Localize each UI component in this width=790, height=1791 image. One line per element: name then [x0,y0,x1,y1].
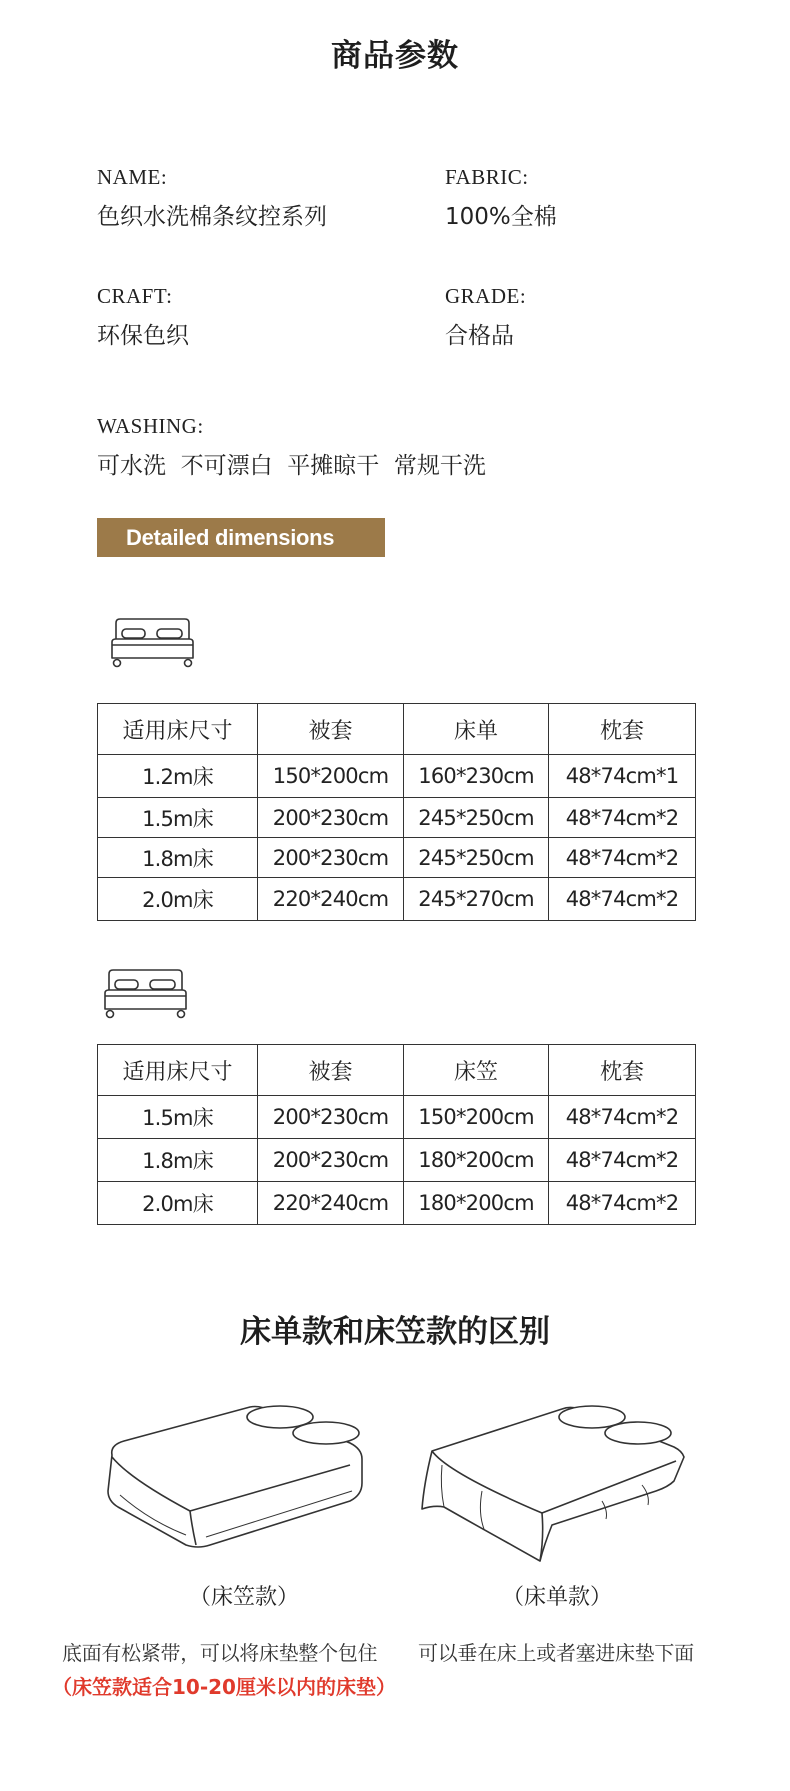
param-washing [97,414,486,480]
flat-caption: （床单款） [501,1585,612,1610]
param-name [97,165,327,231]
table-row [98,1182,696,1225]
table-cell: 220*240cm [258,878,404,921]
table-header-cell: 床笠 [404,1045,549,1096]
difference-title: 床单款和床笠款的区别 [240,1314,550,1350]
param-grade [445,284,526,350]
fitted-description: 底面有松紧带，可以将床垫整个包住 [62,1641,378,1665]
param-washing-value: 可水洗 不可漂白 平摊晾干 常规干洗 [97,453,486,479]
table-header-cell: 枕套 [549,1045,696,1096]
table-cell: 48*74cm*2 [549,1096,696,1139]
bed-icon [105,615,200,671]
param-washing-label: WASHING: [97,414,204,438]
table-cell: 245*250cm [404,798,549,838]
table-cell: 180*200cm [404,1182,549,1225]
bed-icon [98,966,193,1022]
table-cell: 1.8m床 [98,838,258,878]
table-cell: 245*250cm [404,838,549,878]
table-cell: 48*74cm*1 [549,755,696,798]
table-cell: 200*230cm [258,798,404,838]
size-table-flat [97,703,696,921]
table-header-cell: 适用床尺寸 [98,1045,258,1096]
table-header-cell: 适用床尺寸 [98,704,258,755]
table-cell: 1.8m床 [98,1139,258,1182]
table-row [98,1139,696,1182]
table-cell: 48*74cm*2 [549,878,696,921]
param-fabric [445,165,557,231]
param-grade-label: GRADE: [445,284,527,308]
table-cell: 200*230cm [258,1139,404,1182]
table-cell: 1.5m床 [98,798,258,838]
table-cell: 150*200cm [258,755,404,798]
param-craft-value: 环保色织 [97,323,189,349]
table-cell: 48*74cm*2 [549,1182,696,1225]
param-fabric-label: FABRIC: [445,165,529,189]
table-row [98,838,696,878]
size-table-fitted [97,1044,696,1225]
table-header-row [98,1045,696,1096]
fitted-caption: （床笠款） [188,1585,299,1610]
flat-description: 可以垂在床上或者塞进床垫下面 [418,1641,694,1665]
table-cell: 1.5m床 [98,1096,258,1139]
param-fabric-value: 100%全棉 [445,204,557,230]
param-craft-label: CRAFT: [97,284,173,308]
table-header-cell: 被套 [258,1045,404,1096]
page-title: 商品参数 [331,38,459,74]
fitted-sheet-illustration [100,1395,370,1555]
table-cell: 220*240cm [258,1182,404,1225]
table-cell: 48*74cm*2 [549,798,696,838]
table-header-row [98,704,696,755]
flat-sheet-illustration [412,1395,692,1570]
table-row [98,1096,696,1139]
table-cell: 1.2m床 [98,755,258,798]
table-header-cell: 床单 [404,704,549,755]
table-header-cell: 枕套 [549,704,696,755]
table-cell: 200*230cm [258,838,404,878]
table-cell: 160*230cm [404,755,549,798]
param-name-value: 色织水洗棉条纹控系列 [97,204,327,230]
param-grade-value: 合格品 [445,323,514,349]
table-cell: 200*230cm [258,1096,404,1139]
table-cell: 180*200cm [404,1139,549,1182]
dimensions-banner: Detailed dimensions [97,518,385,557]
fitted-note: （床笠款适合10-20厘米以内的床垫） [52,1675,396,1699]
table-cell: 150*200cm [404,1096,549,1139]
param-name-label: NAME: [97,165,168,189]
table-cell: 2.0m床 [98,878,258,921]
param-craft [97,284,189,350]
table-cell: 48*74cm*2 [549,838,696,878]
table-header-cell: 被套 [258,704,404,755]
table-cell: 48*74cm*2 [549,1139,696,1182]
table-row [98,755,696,798]
table-row [98,878,696,921]
table-cell: 2.0m床 [98,1182,258,1225]
table-row [98,798,696,838]
table-cell: 245*270cm [404,878,549,921]
